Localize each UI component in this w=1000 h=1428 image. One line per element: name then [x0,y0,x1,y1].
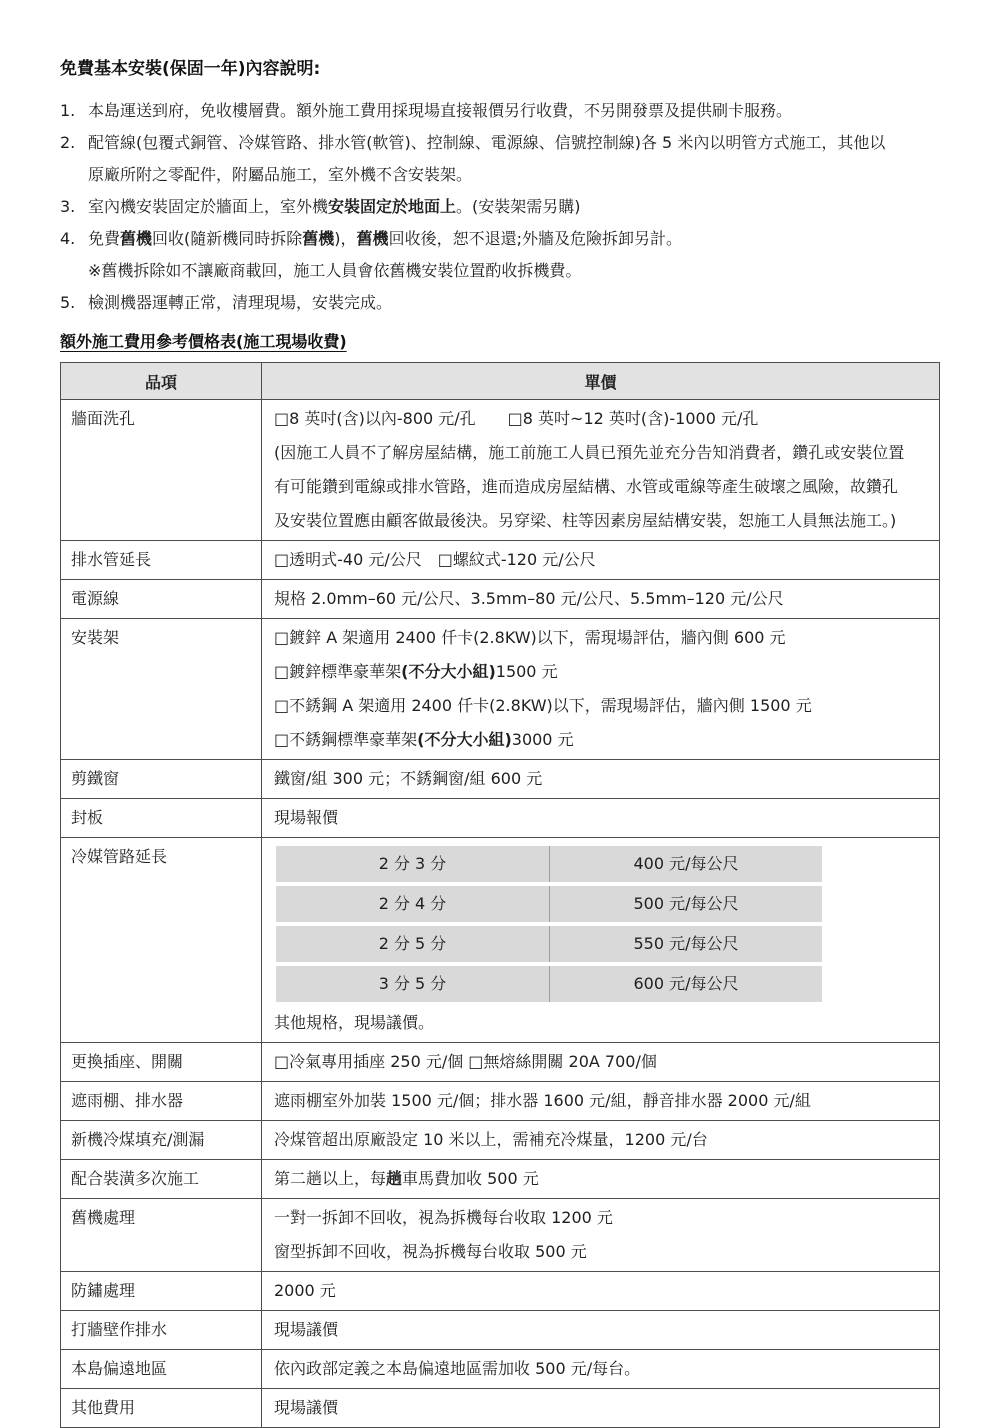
pipe-size-cell: 2 分 5 分 [276,926,550,962]
text-segment: 第二趟以上，每 [274,1169,387,1188]
note-text [88,95,940,127]
item-price-cell [262,1311,940,1350]
note-text [88,191,940,223]
pipe-size-cell: 3 分 5 分 [276,966,550,1002]
text-segment: 遮雨棚室外加裝 1500 元/個；排水器 1600 元/組，靜音排水器 2000 元/組 [274,1091,811,1110]
note-text [88,287,940,319]
note-number: 2. [60,133,76,152]
note-line [88,191,940,223]
extra-fee-price-table [60,362,940,1428]
note-number: 1. [60,101,76,120]
text-segment: □8 英吋(含)以內-800 元/孔 □8 英吋~12 英吋(含)-1000 元/孔 [274,409,759,428]
text-segment: □鍍鋅標準豪華架 [274,662,402,681]
pipe-price-cell: 400 元/每公尺 [550,846,822,882]
text-segment: 窗型拆卸不回收，視為拆機每台收取 500 元 [274,1242,587,1261]
note-line [88,255,940,287]
text-segment: 1500 元 [495,662,558,681]
note-line [88,287,940,319]
price-text-line [274,689,931,723]
item-price-cell [262,1350,940,1389]
item-price-cell [262,1082,940,1121]
pipe-price-cell: 550 元/每公尺 [550,926,822,962]
text-segment: 室內機安裝固定於牆面上，室外機 [88,197,329,216]
text-segment: 原廠所附之零配件，附屬品施工，室外機不含安裝架。 [88,165,473,184]
pipe-size-row [276,846,822,882]
text-segment: 現場議價 [274,1398,339,1417]
item-name-cell: 防鏽處理 [61,1272,262,1311]
bold-text-segment: 趟 [386,1169,403,1188]
price-text-line [274,504,931,538]
item-price-cell [262,400,940,541]
note-line [88,223,940,255]
text-segment: 車馬費加收 500 元 [402,1169,539,1188]
text-segment: 回收(隨新機同時拆除 [152,229,303,248]
price-text-line [274,1162,931,1196]
text-segment: 其他規格，現場議價。 [274,1013,435,1032]
page-title: 免費基本安裝(保固一年)內容說明: [60,59,321,79]
price-table-row [61,1389,940,1428]
text-segment: 回收後，恕不退還;外牆及危險拆卸另計。 [388,229,682,248]
price-text-line [274,1352,931,1386]
price-text-line [274,762,931,796]
text-segment: □透明式-40 元/公尺 □螺紋式-120 元/公尺 [274,550,596,569]
text-segment: 及安裝位置應由顧客做最後決。另穿梁、柱等因素房屋結構安裝，恕施工人員無法施工。) [274,511,897,530]
item-name-cell: 更換插座、開關 [61,1043,262,1082]
text-segment: 本島運送到府，免收樓層費。額外施工費用採現場直接報價另行收費，不另開發票及提供刷卡服務。 [88,101,793,120]
note-number: 3. [60,197,76,216]
item-name-cell: 封板 [61,799,262,838]
refrigerant-pipe-size-price-table [276,842,822,1006]
text-segment: 鐵窗/組 300 元；不銹鋼窗/組 600 元 [274,769,543,788]
text-segment: 。(安裝架需另購) [456,197,581,216]
bold-text-segment: 安裝固定於地面上 [328,197,457,216]
item-name-cell: 本島偏遠地區 [61,1350,262,1389]
text-segment: 現場議價 [274,1320,339,1339]
item-price-cell [262,1199,940,1272]
bold-text-segment: (不分大小組) [401,662,496,681]
price-table-header-row [61,363,940,400]
text-segment: 配管線(包覆式銅管、冷媒管路、排水管(軟管)、控制線、電源線、信號控制線)各 5 米內以明管方式施工，其他以 [88,133,886,152]
price-text-line [274,470,931,504]
price-text-line [274,1006,931,1040]
price-text-line [274,543,931,577]
text-segment: 現場報價 [274,808,339,827]
item-name-cell: 安裝架 [61,619,262,760]
price-text-line [274,655,931,689]
bold-text-segment: 舊機 [120,229,153,248]
price-text-line [274,402,931,436]
bold-text-segment: 舊機 [302,229,335,248]
text-segment: □冷氣專用插座 250 元/個 □無熔絲開關 20A 700/個 [274,1052,657,1071]
column-header-item: 品項 [61,363,262,400]
price-table-title: 額外施工費用參考價格表(施工現場收費) [60,332,347,351]
price-text-line [274,621,931,655]
price-table-row [61,541,940,580]
note-text [88,223,940,287]
item-name-cell: 配合裝潢多次施工 [61,1160,262,1199]
price-table-row [61,838,940,1043]
price-table-row [61,619,940,760]
text-segment: 免費 [88,229,121,248]
price-text-line [274,1235,931,1269]
price-text-line [274,1123,931,1157]
note-line [88,127,940,159]
item-price-cell [262,580,940,619]
price-table-row [61,1160,940,1199]
item-name-cell: 其他費用 [61,1389,262,1428]
price-table-row [61,1121,940,1160]
price-table-header [61,363,940,400]
price-text-line [274,1391,931,1425]
item-price-cell [262,799,940,838]
text-segment: 2000 元 [274,1281,336,1300]
price-table-row [61,1350,940,1389]
price-table-row [61,400,940,541]
item-name-cell: 冷媒管路延長 [61,838,262,1043]
pipe-price-cell: 500 元/每公尺 [550,886,822,922]
item-price-cell [262,760,940,799]
note-item [60,287,940,319]
pipe-price-cell: 600 元/每公尺 [550,966,822,1002]
text-segment: □鍍鋅 A 架適用 2400 仟卡(2.8KW)以下，需現場評估，牆內側 600 元 [274,628,786,647]
text-segment: 一對一拆卸不回收，視為拆機每台收取 1200 元 [274,1208,613,1227]
price-text-line [274,582,931,616]
pipe-size-row [276,966,822,1002]
item-price-cell [262,1043,940,1082]
text-segment: 3000 元 [511,730,574,749]
note-item [60,95,940,127]
note-line [88,159,940,191]
item-price-cell [262,1389,940,1428]
price-text-line [274,723,931,757]
item-name-cell: 舊機處理 [61,1199,262,1272]
refrigerant-pipe-table-body [276,846,822,1002]
price-text-line [274,801,931,835]
column-header-price: 單價 [262,363,940,400]
price-text-line [274,1045,931,1079]
note-item [60,127,940,191]
text-segment: 依內政部定義之本島偏遠地區需加收 500 元/每台。 [274,1359,641,1378]
price-table-row [61,580,940,619]
note-number: 4. [60,229,76,248]
text-segment: □不銹鋼 A 架適用 2400 仟卡(2.8KW)以下，需現場評估，牆內側 1500 元 [274,696,812,715]
text-segment: ※舊機拆除如不讓廠商載回，施工人員會依舊機安裝位置酌收拆機費。 [88,261,582,280]
price-text-line [274,436,931,470]
price-table-row [61,1272,940,1311]
item-price-cell [262,541,940,580]
item-price-cell [262,619,940,760]
item-price-cell [262,838,940,1043]
item-name-cell: 新機冷煤填充/測漏 [61,1121,262,1160]
text-segment: 有可能鑽到電線或排水管路，進而造成房屋結構、水管或電線等產生破壞之風險，故鑽孔 [274,477,899,496]
note-item [60,223,940,287]
item-name-cell: 排水管延長 [61,541,262,580]
pipe-size-row [276,886,822,922]
text-segment: )， [334,229,357,248]
text-segment: 冷煤管超出原廠設定 10 米以上，需補充冷煤量，1200 元/台 [274,1130,708,1149]
price-table-row [61,760,940,799]
item-price-cell [262,1160,940,1199]
note-text [88,127,940,191]
note-line [88,95,940,127]
price-text-line [274,1201,931,1235]
pipe-size-row [276,926,822,962]
note-item [60,191,940,223]
text-segment: 檢測機器運轉正常，清理現場，安裝完成。 [88,293,393,312]
item-price-cell [262,1121,940,1160]
item-name-cell: 電源線 [61,580,262,619]
text-segment: 規格 2.0mm–60 元/公尺、3.5mm–80 元/公尺、5.5mm–120 元/公尺 [274,589,784,608]
price-table-row [61,1311,940,1350]
pipe-size-cell: 2 分 3 分 [276,846,550,882]
text-segment: (因施工人員不了解房屋結構，施工前施工人員已預先並充分告知消費者，鑽孔或安裝位置 [274,443,905,462]
item-name-cell: 打牆壁作排水 [61,1311,262,1350]
item-price-cell [262,1272,940,1311]
bold-text-segment: (不分大小組) [417,730,512,749]
installation-notes-list [60,95,940,319]
text-segment: □不銹鋼標準豪華架 [274,730,418,749]
price-table-row [61,1082,940,1121]
price-table-row [61,799,940,838]
price-table-row [61,1043,940,1082]
price-table-row [61,1199,940,1272]
price-text-line [274,1274,931,1308]
note-number: 5. [60,293,76,312]
item-name-cell: 遮雨棚、排水器 [61,1082,262,1121]
price-text-line [274,1313,931,1347]
item-name-cell: 牆面洗孔 [61,400,262,541]
bold-text-segment: 舊機 [356,229,389,248]
item-name-cell: 剪鐵窗 [61,760,262,799]
price-text-line [274,1084,931,1118]
price-table-body [61,400,940,1428]
pipe-size-cell: 2 分 4 分 [276,886,550,922]
